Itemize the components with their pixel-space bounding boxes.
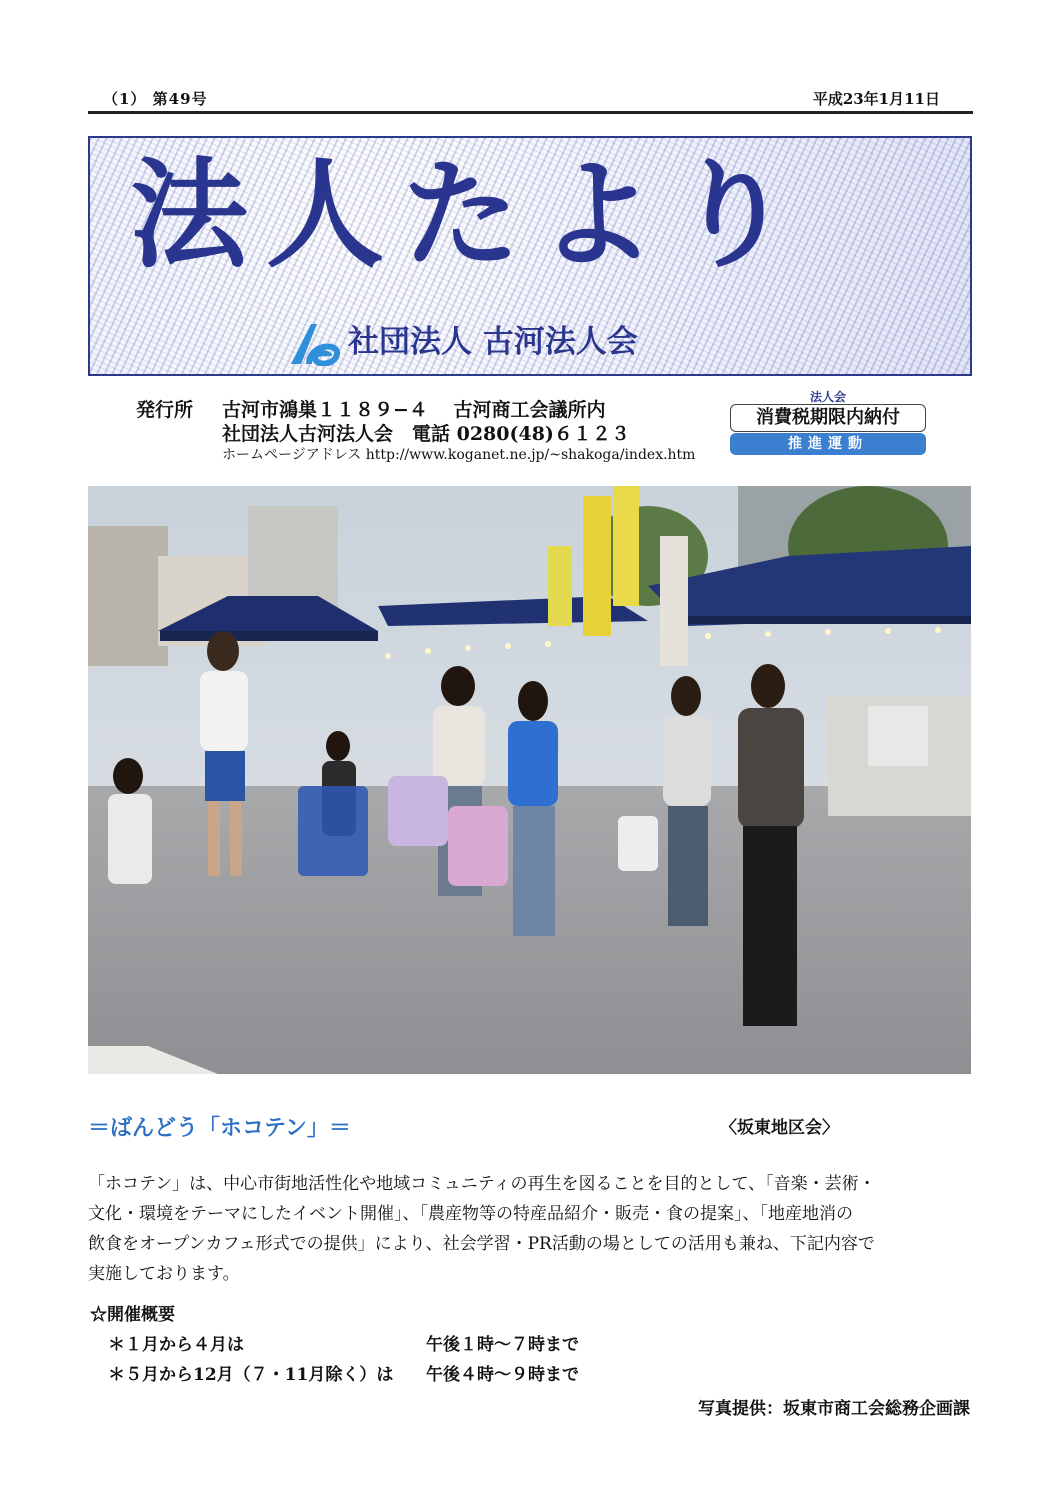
schedule-time: 午後１時〜７時まで	[426, 1335, 579, 1355]
article-line: 文化・環境をテーマにしたイベント開催」、「農産物等の特産品紹介・販売・食の提案」、「地産地消の	[88, 1204, 853, 1224]
publisher-label: 発行所	[136, 399, 194, 421]
schedule-time: 午後４時〜９時まで	[426, 1365, 579, 1385]
header-rule	[88, 111, 973, 114]
houjinkai-logo-icon	[285, 320, 341, 366]
schedule-period: ＊１月から４月は	[108, 1335, 244, 1355]
publisher-org-phone: 社団法人古河法人会 電話 0280(48)６１２３	[222, 423, 630, 445]
masthead-org: 社団法人 古河法人会	[348, 324, 638, 360]
issue-date: 平成23年1月11日	[812, 90, 940, 108]
overview-heading: ☆開催概要	[90, 1305, 175, 1325]
publisher-homepage[interactable]: ホームページアドレス http://www.koganet.ne.jp/~shakoga/index.htm	[222, 447, 696, 463]
badge-main-label: 消費税期限内納付	[730, 404, 926, 432]
article-region: 〈坂東地区会〉	[720, 1118, 839, 1138]
hokoten-street-photo	[88, 486, 971, 1074]
masthead-banner	[88, 136, 972, 376]
photo-credit: 写真提供：坂東市商工会総務企画課	[698, 1399, 970, 1419]
article-line: 飲食をオープンカフェ形式での提供」により、社会学習・PR活動の場としての活用も兼ね、下記内容で	[88, 1234, 875, 1254]
article-line: 実施しております。	[88, 1264, 240, 1284]
masthead-title: 法人たより	[130, 145, 811, 284]
consumption-tax-badge	[730, 388, 926, 466]
issue-number: （1） 第49号	[103, 90, 208, 108]
article-line: 「ホコテン」は、中心市街地活性化や地域コミュニティの再生を図ることを目的として、「音楽・芸術・	[88, 1174, 876, 1194]
badge-top-label: 法人会	[809, 390, 846, 404]
article-body	[88, 1169, 973, 1289]
article-title: ＝ばんどう「ホコテン」＝	[88, 1116, 351, 1141]
badge-sub-label: 推進運動	[730, 433, 926, 455]
publisher-address: 古河市鴻巣１１８９−４ 古河商工会議所内	[222, 399, 606, 421]
schedule-period: ＊５月から12月（７・11月除く）は	[108, 1365, 394, 1385]
